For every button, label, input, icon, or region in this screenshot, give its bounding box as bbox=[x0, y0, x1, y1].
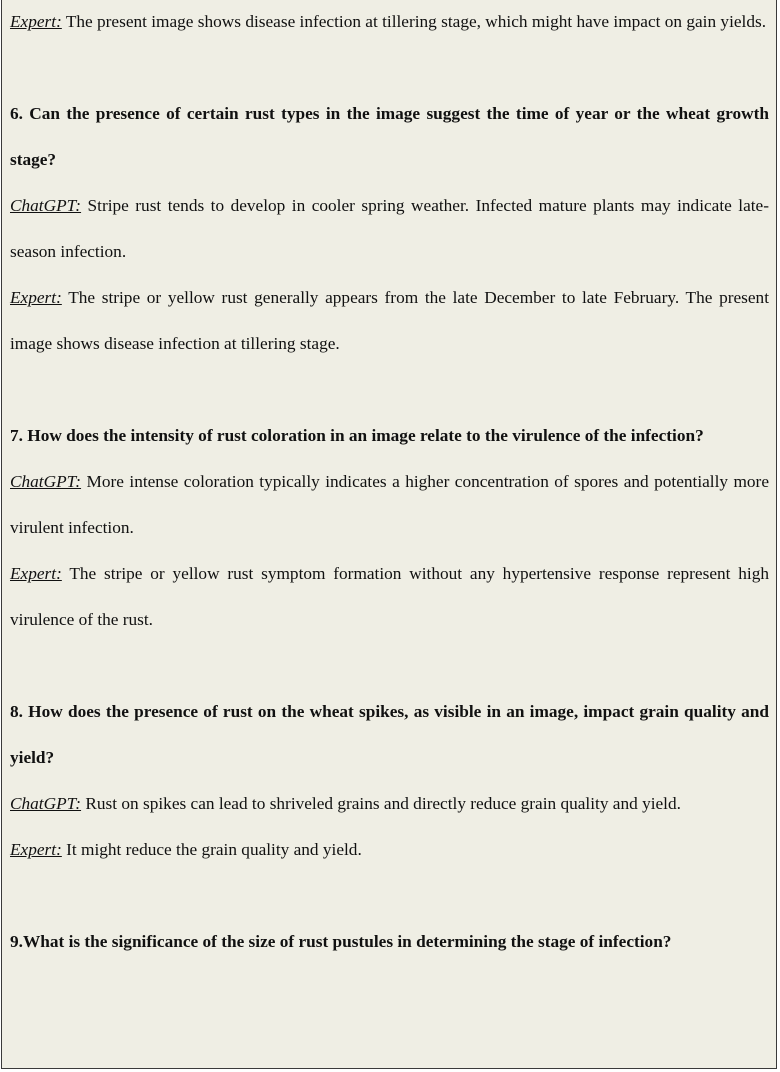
chatgpt-answer-text: More intense coloration typically indicates a higher concentration of spores and potentially more virulent infection. bbox=[10, 472, 769, 537]
chatgpt-answer-text: Rust on spikes can lead to shriveled grains and directly reduce grain quality and yield. bbox=[85, 794, 681, 813]
chatgpt-label: ChatGPT: bbox=[10, 472, 82, 491]
expert-answer-text: The stripe or yellow rust generally appears from the late December to late February. The present image shows disease infection at tillering stage. bbox=[10, 288, 769, 353]
question-7: 7. How does the intensity of rust coloration in an image relate to the virulence of the infection? bbox=[10, 426, 704, 445]
expert-label: Expert: bbox=[10, 840, 62, 859]
spacer bbox=[10, 367, 769, 413]
expert-label: Expert: bbox=[10, 12, 62, 31]
spacer bbox=[10, 873, 769, 919]
expert-label: Expert: bbox=[10, 288, 62, 307]
qa-panel bbox=[1, 0, 777, 1069]
expert-label: Expert: bbox=[10, 564, 62, 583]
chatgpt-answer-q6 bbox=[10, 183, 769, 275]
spacer bbox=[10, 643, 769, 689]
chatgpt-answer-q8 bbox=[10, 781, 769, 827]
question-8: 8. How does the presence of rust on the wheat spikes, as visible in an image, impact grain quality and yield? bbox=[10, 702, 769, 767]
question-9: 9.What is the significance of the size of rust pustules in determining the stage of infection? bbox=[10, 932, 672, 951]
expert-answer-q6 bbox=[10, 275, 769, 367]
spacer bbox=[10, 45, 769, 91]
expert-answer-text: It might reduce the grain quality and yield. bbox=[66, 840, 362, 859]
chatgpt-answer-text: Stripe rust tends to develop in cooler spring weather. Infected mature plants may indicate late-season infection. bbox=[10, 196, 769, 261]
expert-answer-q7 bbox=[10, 551, 769, 643]
expert-answer-q8 bbox=[10, 827, 769, 873]
expert-answer-text: The present image shows disease infection at tillering stage, which might have impact on gain yields. bbox=[65, 12, 767, 31]
expert-answer-q5 bbox=[10, 0, 769, 45]
chatgpt-answer-q7 bbox=[10, 459, 769, 551]
chatgpt-label: ChatGPT: bbox=[10, 196, 82, 215]
chatgpt-label: ChatGPT: bbox=[10, 794, 82, 813]
question-6: 6. Can the presence of certain rust types in the image suggest the time of year or the wheat growth stage? bbox=[10, 104, 769, 169]
expert-answer-text: The stripe or yellow rust symptom formation without any hypertensive response represent high virulence of the rust. bbox=[10, 564, 769, 629]
